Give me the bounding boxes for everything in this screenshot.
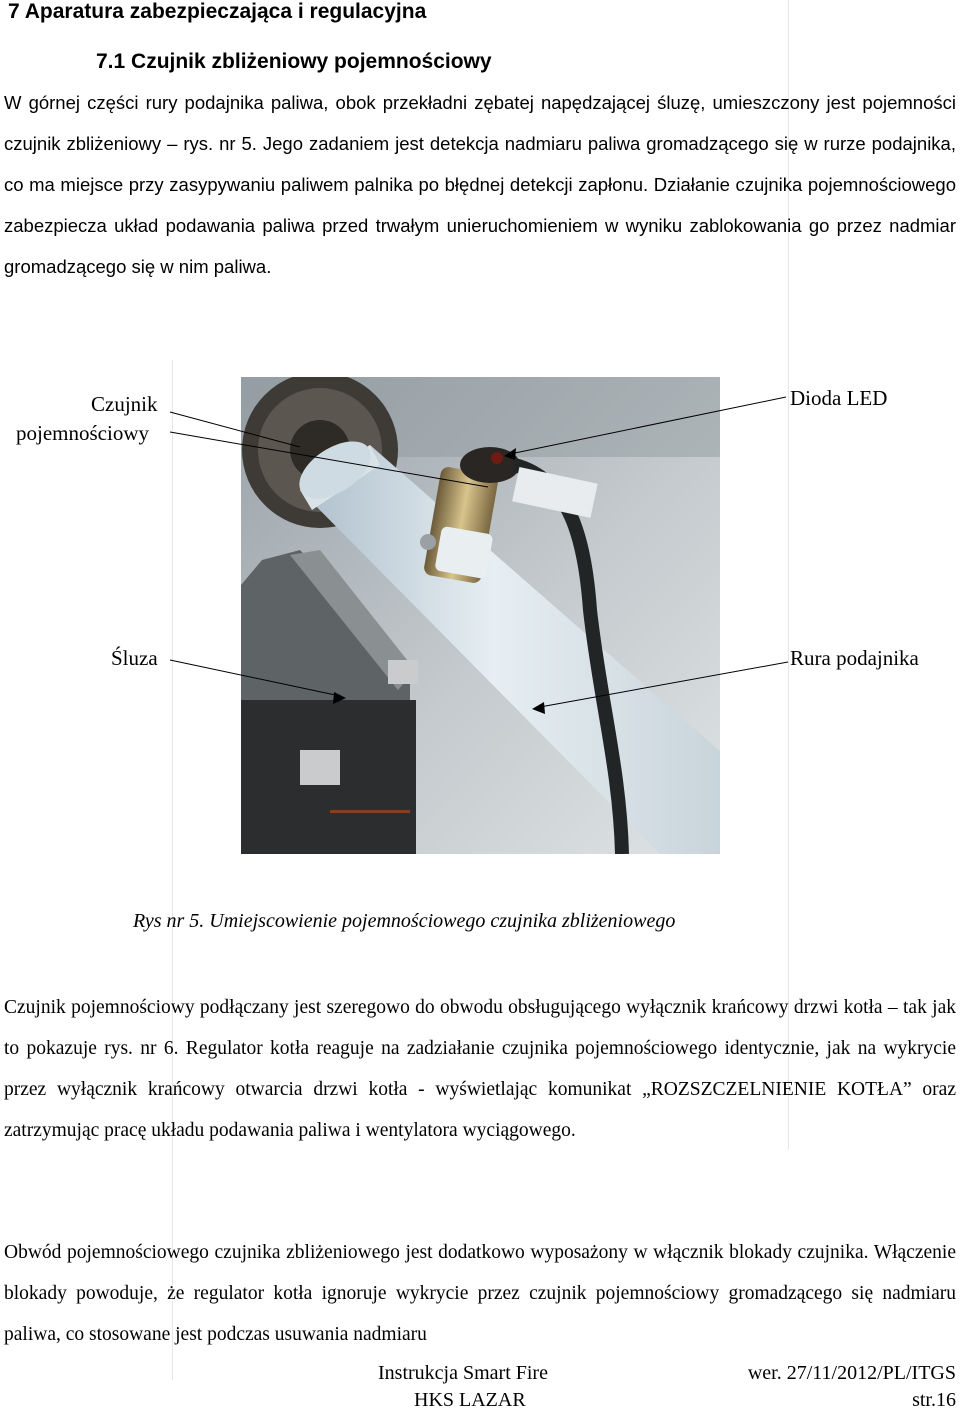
paragraph-intro: W górnej części rury podajnika paliwa, obok przekładni zębatej napędzającej śluzę, umieszczony jest pojemności czujnik zbliżeniowy – rys. nr 5. Jego zadaniem jest detekcja nadmiaru paliwa gromadzącego się w rurze podajnika, co ma miejsce przy zasypywaniu paliwem palnika po błędnej detekcji zapłonu. Działanie czujnika pojemnościowego zabezpiecza układ podawania paliwa przed trwałym unieruchomieniem w wyniku zablokowania go przez nadmiar gromadzącego się w nim paliwa.: [4, 92, 956, 277]
footer-title: Instrukcja Smart Fire: [378, 1362, 548, 1384]
footer-page-number: str.16: [912, 1389, 956, 1411]
label-sluice: Śluza: [111, 646, 158, 670]
label-sensor-line1: Czujnik: [91, 392, 158, 416]
footer-company: HKS LAZAR: [414, 1389, 526, 1411]
paragraph-lock: Obwód pojemnościowego czujnika zbliżeniowego jest dodatkowo wyposażony w włącznik blokady czujnika. Włączenie blokady powoduje, że regulator kotła ignoruje wykrycie przez czujnik pojemnościowy gromadzącego się nadmiaru paliwa, co stosowane jest podczas usuwania nadmiaru: [4, 1242, 956, 1345]
label-sensor-line2: pojemnościowy: [16, 421, 149, 445]
label-pipe: Rura podajnika: [790, 646, 919, 670]
paragraph-connection: Czujnik pojemnościowy podłączany jest szeregowo do obwodu obsługującego wyłącznik krańcowy drzwi kotła – tak jak to pokazuje rys. nr 6. Regulator kotła reaguje na zadziałanie czujnika pojemnościowego identycznie, jak na wykrycie przez wyłącznik krańcowy otwarcia drzwi kotła - wyświetlając komunikat „ROZSZCZELNIENIE KOTŁA” oraz zatrzymując pracę układu podawania paliwa i wentylatora wyciągowego.: [4, 997, 956, 1141]
label-led: Dioda LED: [790, 386, 888, 410]
section-heading: 7 Aparatura zabezpieczająca i regulacyjna: [8, 0, 427, 23]
figure: [0, 370, 960, 870]
subsection-heading: 7.1 Czujnik zbliżeniowy pojemnościowy: [96, 50, 492, 73]
footer-version: wer. 27/11/2012/PL/ITGS: [747, 1362, 956, 1384]
figure-caption: Rys nr 5. Umiejscowienie pojemnościowego czujnika zbliżeniowego: [133, 910, 676, 932]
